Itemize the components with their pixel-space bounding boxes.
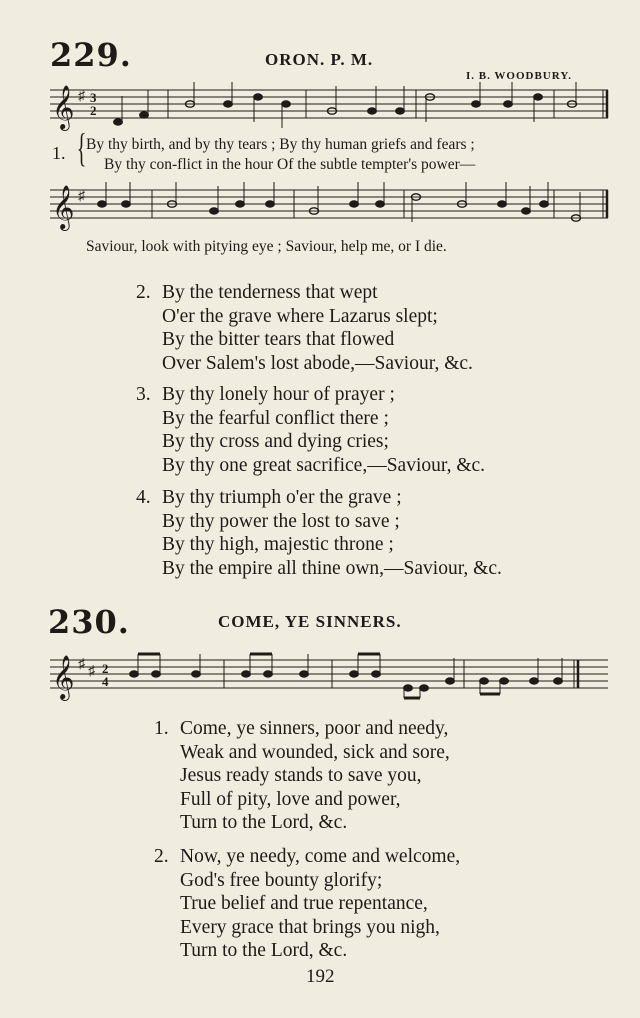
svg-text:♯: ♯ [88,664,95,679]
stanza-line: O'er the grave where Lazarus slept; [162,305,438,327]
stanza-line: Weak and wounded, sick and sore, [180,741,450,763]
stanza-line: God's free bounty glorify; [180,869,383,891]
hymn-230-staff [50,648,610,708]
stanza-line: Over Salem's lost abode,—Saviour, &c. [162,352,473,374]
stanza-line: By thy cross and dying cries; [162,431,389,452]
page-number: 192 [306,966,335,987]
stanza-line: By the tenderness that wept [162,282,378,303]
hymn-229-number: 229. [50,36,132,74]
stanza-line: By thy triumph o'er the grave ; [162,487,402,508]
stanza-line: Jesus ready stands to save you, [180,765,422,786]
svg-text:♯: ♯ [78,657,85,672]
hymn-229-staff-2 [50,182,610,238]
hymn-229-lyric-line-2: By thy con-flict in the hour Of the subtle tempter's power— [104,156,476,173]
treble-clef-icon: 𝄞 [52,655,75,699]
stanza-line: True belief and true repentance, [180,893,428,914]
staff-1-notation [50,82,610,138]
hymn-229-lyric-line-1: By thy birth, and by thy tears ; By thy human griefs and fears ; [86,136,475,153]
stanza-line: Now, ye needy, come and welcome, [180,846,461,867]
stanza-number: 1. [154,718,169,739]
stanza-line: Come, ye sinners, poor and needy, [180,718,449,739]
hymn-229-stanza-3 [136,383,485,477]
hymn-230-number: 230. [48,603,130,641]
stanza-line: By the empire all thine own,—Saviour, &c. [162,557,502,579]
svg-text:4: 4 [102,674,109,689]
svg-text:2: 2 [90,103,97,118]
hymn-230-tune-name: COME, YE SINNERS. [218,612,402,631]
brace-icon: { [76,125,87,170]
hymn-229-composer: I. B. WOODBURY. [466,70,572,82]
stanza-refrain: Turn to the Lord, &c. [180,940,348,961]
staff-2-notation [50,182,610,238]
stanza-line: Every grace that brings you nigh, [180,916,440,938]
stanza-number: 2. [154,846,169,867]
hymn-229-stanza-4 [136,486,502,580]
stanza-line: By the bitter tears that flowed [162,329,395,350]
stanza-refrain: Turn to the Lord, &c. [180,812,348,833]
svg-text:♯: ♯ [78,189,85,204]
stanza-line: By the fearful conflict there ; [162,407,389,429]
hymn-230-stanza-1 [154,717,450,835]
stanza-number: 3. [136,384,151,405]
stanza-line: By thy one great sacrifice,—Saviour, &c. [162,454,486,476]
hymn-229-lyric-line-3: Saviour, look with pitying eye ; Saviour, help me, or I die. [86,238,447,255]
staff-3-notation [50,648,610,708]
treble-clef-icon: 𝄞 [52,185,75,229]
svg-text:2: 2 [102,661,109,676]
stanza-number: 2. [136,282,151,303]
hymn-229-tune-name: ORON. P. M. [265,50,374,69]
stanza-number: 4. [136,487,151,508]
treble-clef-icon: 𝄞 [52,85,75,129]
hymn-229-staff-1 [50,82,610,138]
hymn-229-stanza-2 [136,281,473,375]
hymn-230-stanza-2 [154,845,460,963]
stanza-line: By thy lonely hour of prayer ; [162,384,395,405]
stanza-line: By thy power the lost to save ; [162,510,400,532]
verse-1-marker: 1. [52,143,66,163]
svg-text:3: 3 [90,90,97,105]
svg-text:♯: ♯ [78,89,85,104]
stanza-line: Full of pity, love and power, [180,788,401,810]
stanza-line: By thy high, majestic throne ; [162,534,394,555]
